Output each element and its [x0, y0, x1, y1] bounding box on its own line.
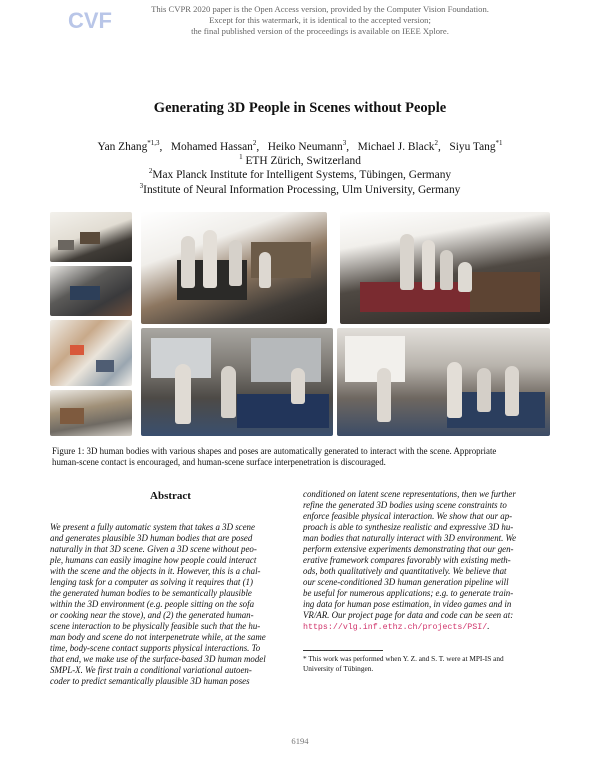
scene-thumbnail	[50, 212, 132, 262]
page-number: 6194	[291, 736, 309, 746]
abstract-line: coder to predict semantically plausible 3D human poses	[50, 676, 250, 686]
scene-thumbnail	[50, 390, 132, 436]
cvf-logo-text: CVF	[68, 8, 112, 33]
human-figure	[291, 368, 305, 404]
abstract-line: We present a fully automatic system that takes a 3D scene	[50, 522, 255, 532]
watermark-line: the final published version of the proceedings is available on IEEE Xplore.	[191, 26, 449, 36]
author-names: Yan Zhang$^{*1,3}$, Mohamed Hassan$^2$, Heiko Neumann$^3$, Michael J. Black$^2$, Siyu Tang$^{*1}$	[97, 139, 503, 153]
abstract-line: man bodies that naturally interact with 3D environment. We	[303, 533, 517, 543]
abstract-line: the generated human bodies to be semantically plausible	[50, 588, 252, 598]
author-sup: *1	[495, 139, 503, 148]
abstract-column-left	[50, 522, 291, 687]
abstract-line: naturally in that 3D scene. Given a 3D scene without peo-	[50, 544, 257, 554]
human-figure	[259, 252, 271, 288]
scene-render-kitchen	[141, 212, 327, 324]
footnote-rule	[303, 650, 383, 651]
abstract-line: erative framework compares favorably with existing meth-	[303, 555, 511, 565]
abstract-line: and generates plausible 3D human bodies that are posed	[50, 533, 253, 543]
author-sup: 2	[434, 139, 438, 148]
watermark-notice	[120, 4, 520, 37]
cvf-logo	[66, 6, 112, 34]
watermark-line: Except for this watermark, it is identical to the accepted version;	[209, 15, 431, 25]
human-figure	[229, 240, 242, 286]
author-name: Michael J. Black	[357, 141, 435, 153]
scene-thumbnail	[50, 320, 132, 386]
human-figure	[458, 262, 472, 292]
author-name: Yan Zhang	[97, 141, 148, 153]
human-figure	[447, 362, 462, 418]
abstract-line: proach is able to synthesize realistic and expressive 3D hu-	[303, 522, 514, 532]
affiliation: $^2$Max Planck Institute for Intelligent Systems, Tübingen, Germany	[148, 167, 452, 182]
affiliation: $^1$ ETH Zürich, Switzerland	[239, 153, 361, 168]
footnote	[303, 654, 551, 673]
abstract-line: our scene-conditioned 3D human generation pipeline will	[303, 577, 509, 587]
human-figure	[175, 364, 191, 424]
scene-render-lounge	[337, 328, 550, 436]
human-figure	[477, 368, 491, 412]
abstract-line: SMPL-X. We first train a conditional variational autoen-	[50, 665, 252, 675]
project-page-link[interactable]: https://vlg.inf.ethz.ch/projects/PSI/	[303, 623, 488, 632]
caption-line: human-scene contact is encouraged, and human-scene surface interpenetration is discouraged.	[52, 457, 386, 467]
abstract-column-right	[303, 489, 551, 633]
human-figure	[422, 240, 435, 290]
watermark-line: This CVPR 2020 paper is the Open Access version, provided by the Computer Vision Foundation.	[151, 4, 489, 14]
human-figure	[221, 366, 236, 418]
abstract-line: enforce feasible physical interaction. We show that our ap-	[303, 511, 513, 521]
abstract-line: that end, we make use of the surface-based 3D human model	[50, 654, 266, 664]
abstract-line: ple, humans can easily imagine how people could interact	[50, 555, 257, 565]
human-figure	[440, 250, 453, 290]
abstract-line: lenging task for a computer as solving it requires that (1)	[50, 577, 253, 587]
author-name: Heiko Neumann	[267, 141, 343, 153]
scene-thumbnail	[50, 266, 132, 316]
author-name: Siyu Tang	[449, 141, 496, 153]
abstract-line: conditioned on latent scene representations, then we further	[303, 489, 516, 499]
abstract-url-line: https://vlg.inf.ethz.ch/projects/PSI/.	[303, 621, 490, 632]
human-figure	[203, 230, 217, 288]
abstract-line: be useful for numerous applications; e.g. to generate train-	[303, 588, 514, 598]
author-sup: 2	[252, 139, 257, 148]
abstract-line: man body and scene do not interpenetrate while, at the same	[50, 632, 266, 642]
human-figure	[505, 366, 519, 416]
figure-caption	[52, 446, 550, 468]
footnote-line: University of Tübingen.	[303, 663, 374, 673]
abstract-heading: Abstract	[150, 490, 191, 502]
caption-line: Figure 1: 3D human bodies with various shapes and poses are automatically generated to interact with the scene. Appropriate	[52, 446, 497, 456]
abstract-line: scene interaction to be physically feasible such that the hu-	[50, 621, 261, 631]
human-figure	[181, 236, 195, 288]
footnote-line: * This work was performed when Y. Z. and S. T. were at MPI-IS and	[303, 654, 504, 663]
human-figure	[400, 234, 414, 290]
paper-title: Generating 3D People in Scenes without People	[153, 100, 447, 116]
abstract-line: perform extensive experiments demonstrating that our gen-	[303, 544, 514, 554]
affiliation: $^3$Institute of Neural Information Processing, Ulm University, Germany	[139, 181, 461, 196]
scene-render-bedroom	[340, 212, 550, 324]
author-sup: *1,3	[147, 139, 160, 148]
author-sup: 3	[342, 139, 347, 148]
human-figure	[377, 368, 391, 422]
abstract-line: time, body-scene contact supports physical interactions. To	[50, 643, 261, 653]
author-name: Mohamed Hassan	[170, 141, 253, 153]
scene-render-livingroom	[141, 328, 333, 436]
abstract-line: with the scene and the objects in it. However, this is a chal-	[50, 566, 261, 576]
abstract-line: within the 3D environment (e.g. people sitting on the sofa	[50, 599, 255, 609]
abstract-line: ing data for human pose estimation, in video games and in	[303, 599, 512, 609]
abstract-line: refine the generated 3D bodies using scene constraints to	[303, 500, 507, 510]
abstract-line: VR/AR. Our project page for data and code can be seen at:	[303, 610, 514, 620]
abstract-line: or cooking near the stove), and (2) the generated human-	[50, 610, 254, 620]
abstract-line: ods, both qualitatively and quantitatively. We believe that	[303, 566, 507, 576]
author-block	[0, 140, 600, 197]
